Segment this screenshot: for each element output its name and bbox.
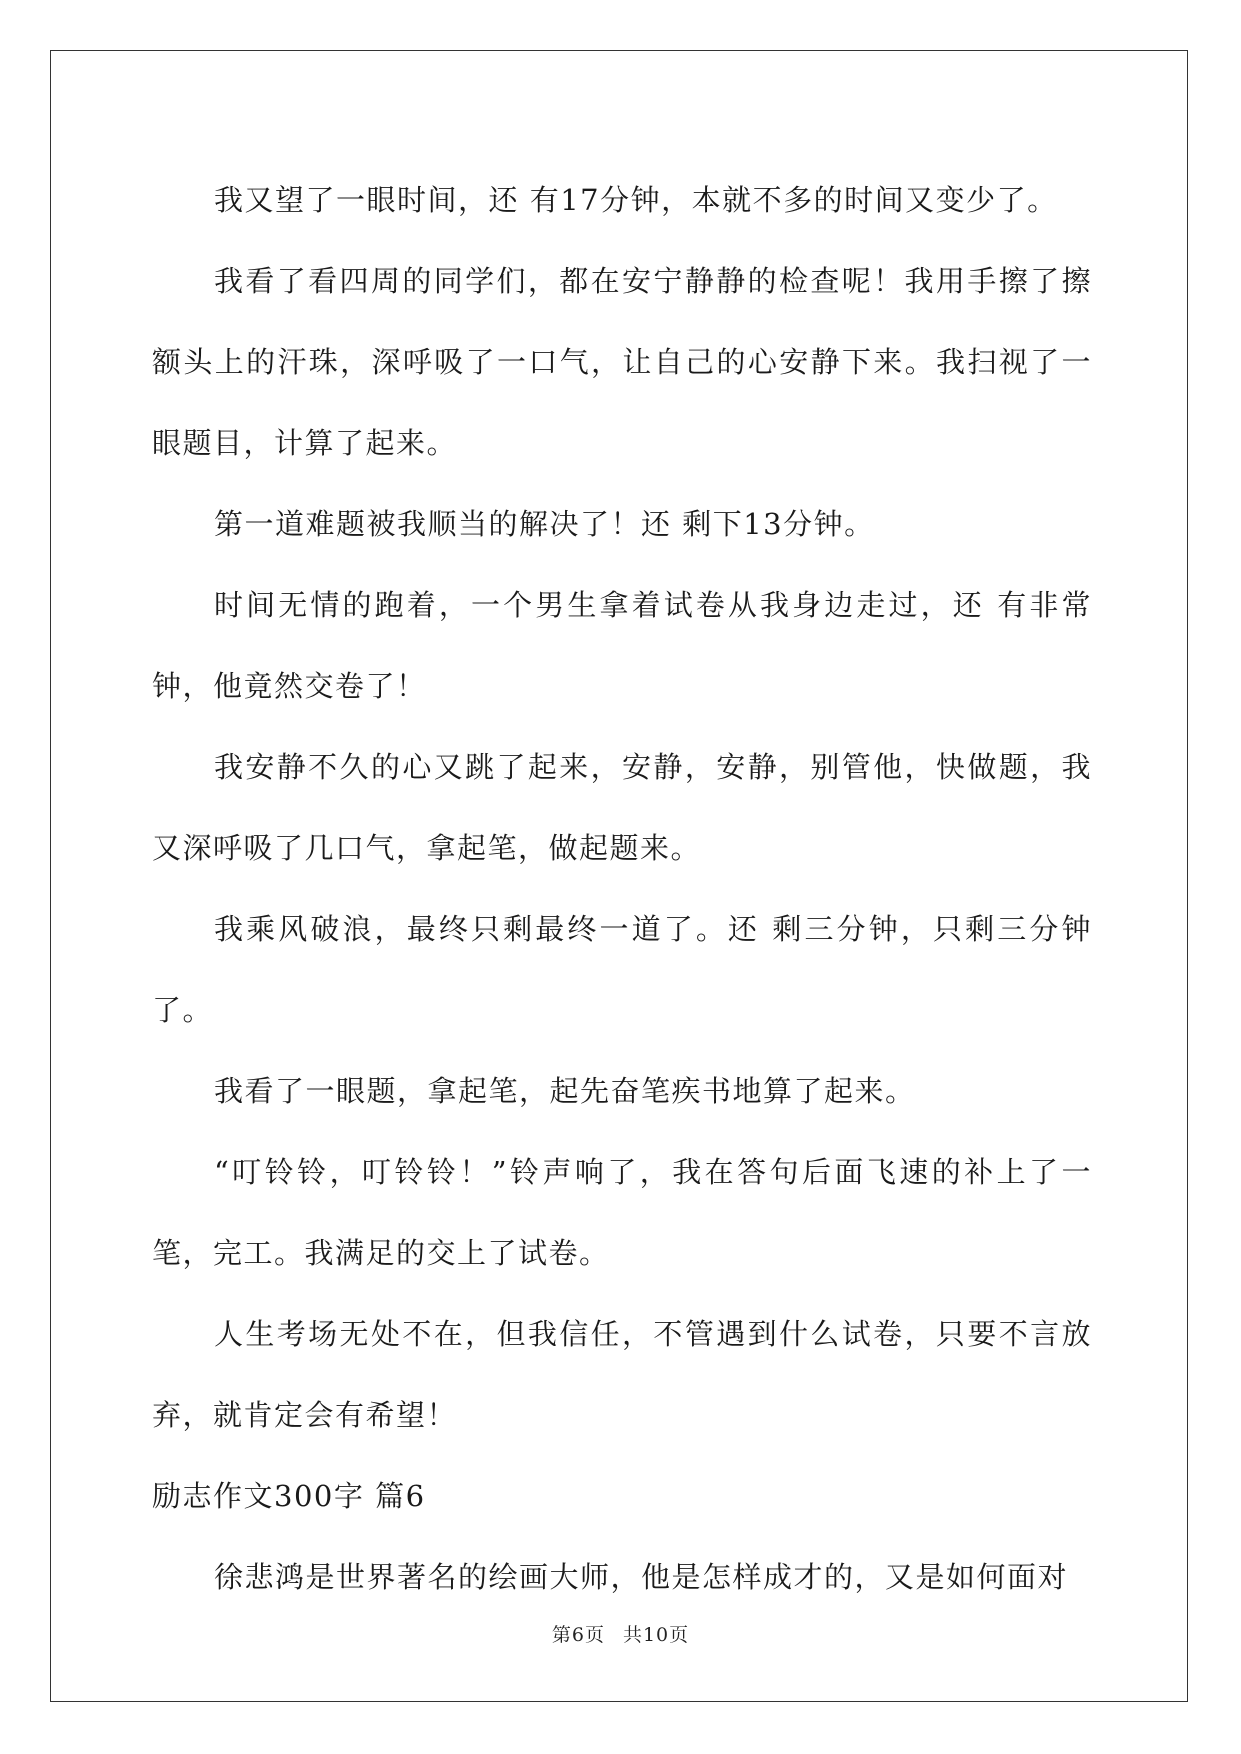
paragraph: “叮铃铃，叮铃铃！”铃声响了，我在答句后面飞速的补上了一笔，完工。我满足的交上了试卷。 (152, 1155, 1092, 1270)
paragraph: 徐悲鸿是世界著名的绘画大师，他是怎样成才的，又是如何面对 (214, 1560, 1069, 1594)
paragraph: 时间无情的跑着，一个男生拿着试卷从我身边走过，还 有非常钟，他竟然交卷了！ (152, 588, 1092, 703)
paragraph: 我安静不久的心又跳了起来，安静，安静，别管他，快做题，我又深呼吸了几口气，拿起笔，做起题来。 (152, 750, 1092, 865)
paragraph: 我看了看四周的同学们，都在安宁静静的检查呢！我用手擦了擦额头上的汗珠，深呼吸了一口气，让自己的心安静下来。我扫视了一眼题目，计算了起来。 (152, 264, 1092, 460)
paragraph: 我乘风破浪，最终只剩最终一道了。还 剩三分钟，只剩三分钟了。 (152, 912, 1092, 1027)
paragraph: 人生考场无处不在，但我信任，不管遇到什么试卷，只要不言放弃，就肯定会有希望！ (152, 1317, 1092, 1432)
paragraph: 我看了一眼题，拿起笔，起先奋笔疾书地算了起来。 (214, 1074, 916, 1108)
paragraph: 我又望了一眼时间，还 有17分钟，本就不多的时间又变少了。 (214, 183, 1058, 217)
document-body (152, 160, 1092, 1618)
total-page-count: 共10页 (622, 1624, 690, 1646)
current-page-number: 第6页 (551, 1624, 605, 1646)
section-heading: 励志作文300字 篇6 (152, 1479, 426, 1513)
page-footer (0, 1620, 1241, 1647)
paragraph: 第一道难题被我顺当的解决了！还 剩下13分钟。 (214, 507, 875, 541)
